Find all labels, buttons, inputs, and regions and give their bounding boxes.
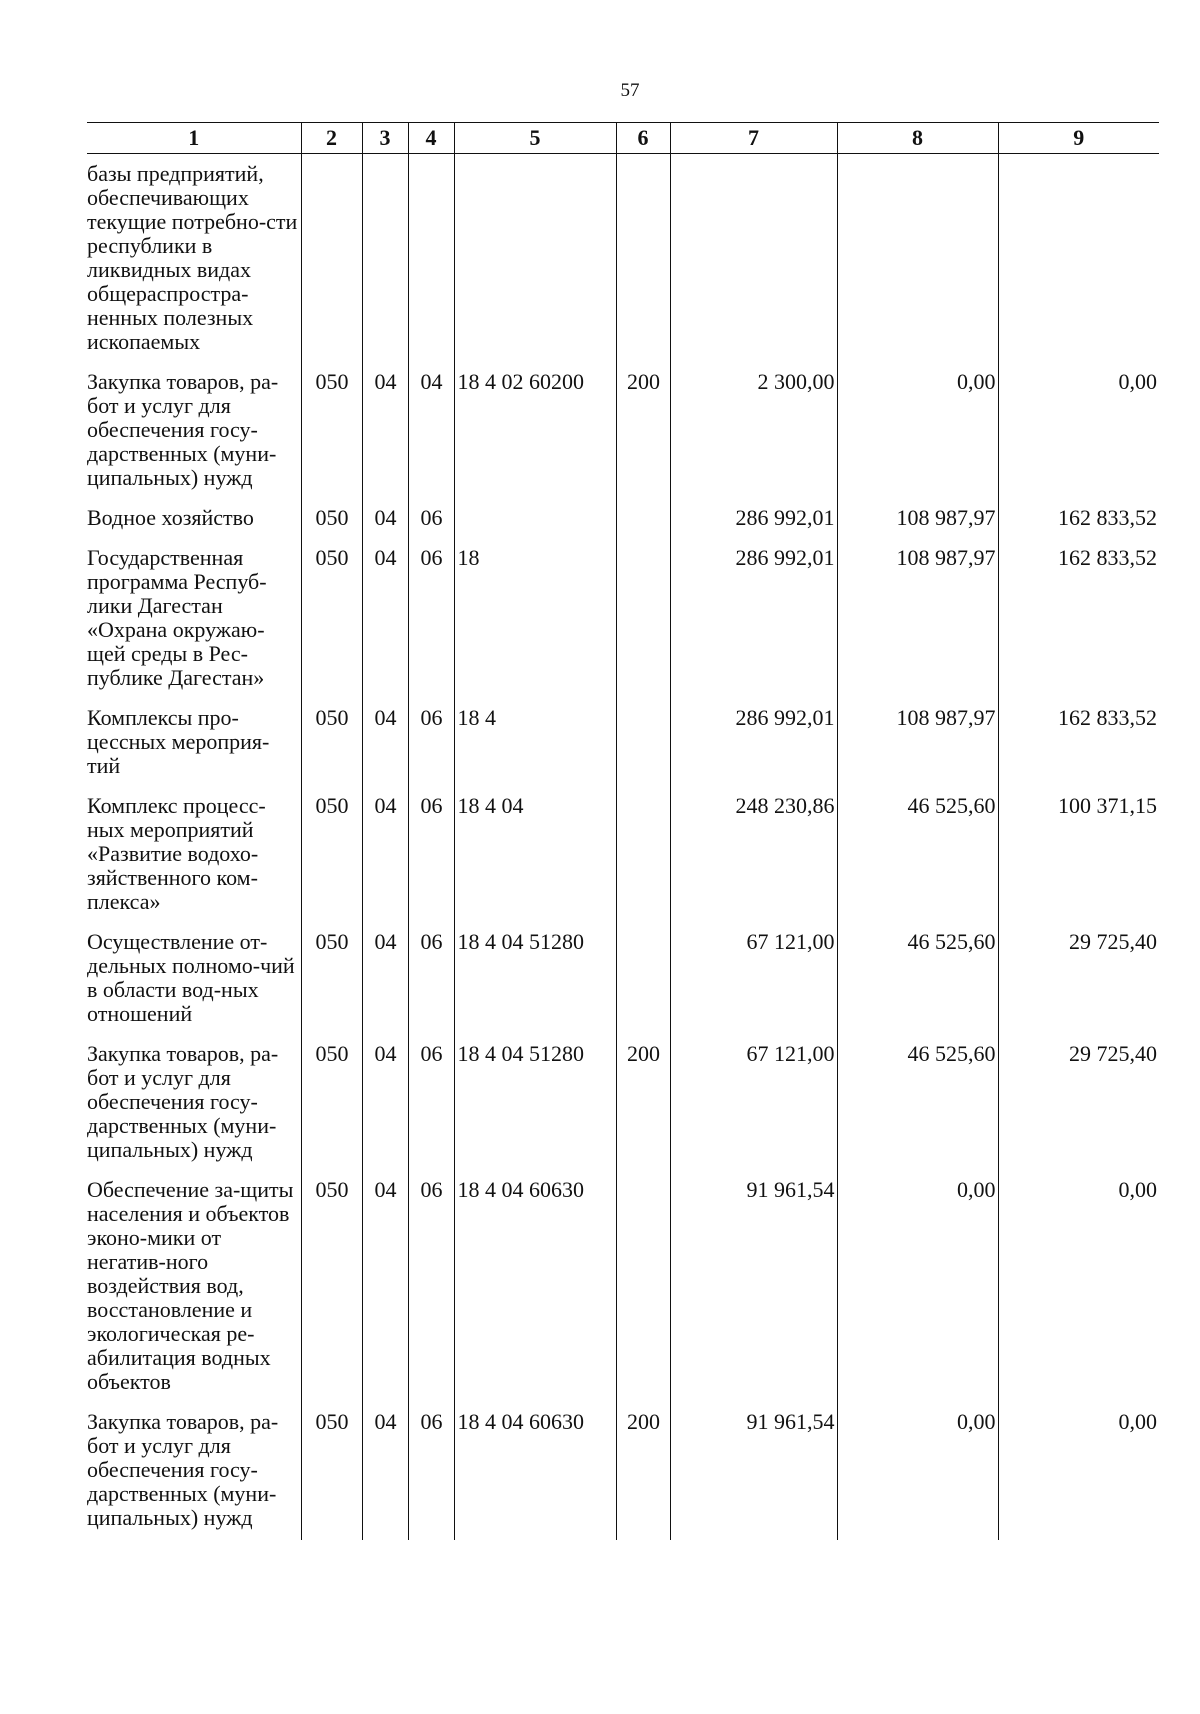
table-row <box>87 154 1159 365</box>
cell-col-9: 0,00 <box>998 1404 1159 1540</box>
cell-col-6 <box>616 1172 670 1404</box>
cell-col-7: 91 961,54 <box>670 1404 837 1540</box>
cell-col-9: 162 833,52 <box>998 500 1159 540</box>
table-row <box>87 364 1159 500</box>
header-row <box>87 123 1159 154</box>
cell-col-3: 04 <box>362 1404 408 1540</box>
cell-col-8: 46 525,60 <box>837 1036 998 1172</box>
table-row <box>87 540 1159 700</box>
cell-col-8 <box>837 154 998 365</box>
cell-col-8: 0,00 <box>837 1404 998 1540</box>
cell-col-6 <box>616 500 670 540</box>
cell-col-9: 0,00 <box>998 364 1159 500</box>
cell-col-5: 18 4 04 60630 <box>454 1404 616 1540</box>
cell-col-2: 050 <box>301 700 362 788</box>
cell-col-2: 050 <box>301 1404 362 1540</box>
table-row <box>87 788 1159 924</box>
table-row <box>87 1036 1159 1172</box>
cell-col-4 <box>408 154 454 365</box>
cell-col-7: 286 992,01 <box>670 540 837 700</box>
cell-col-2: 050 <box>301 1036 362 1172</box>
cell-col-8: 108 987,97 <box>837 500 998 540</box>
cell-col-6 <box>616 154 670 365</box>
cell-col-7: 91 961,54 <box>670 1172 837 1404</box>
cell-col-7: 67 121,00 <box>670 924 837 1036</box>
cell-col-5 <box>454 154 616 365</box>
row-name: Комплекс процесс-ных мероприятий «Развитие водохо-зяйственного ком-плекса» <box>87 793 266 914</box>
cell-col-9: 29 725,40 <box>998 924 1159 1036</box>
cell-col-4: 06 <box>408 1404 454 1540</box>
cell-col-7: 248 230,86 <box>670 788 837 924</box>
cell-col-8: 0,00 <box>837 364 998 500</box>
row-name: Обеспечение за-щиты населения и объектов эконо-мики от негатив-ного воздействия вод, восстановление и экологическая ре-абилитация водных объектов <box>87 1177 294 1394</box>
cell-col-3: 04 <box>362 500 408 540</box>
header-col-6: 6 <box>616 123 670 154</box>
cell-col-3 <box>362 154 408 365</box>
cell-col-7: 286 992,01 <box>670 500 837 540</box>
cell-col-6: 200 <box>616 364 670 500</box>
cell-col-6 <box>616 540 670 700</box>
row-name: Осуществление от-дельных полномо-чий в области вод-ных отношений <box>87 929 295 1026</box>
cell-col-9 <box>998 154 1159 365</box>
cell-col-9: 29 725,40 <box>998 1036 1159 1172</box>
header-col-4: 4 <box>408 123 454 154</box>
cell-col-2: 050 <box>301 1172 362 1404</box>
cell-col-3: 04 <box>362 788 408 924</box>
header-col-5: 5 <box>454 123 616 154</box>
row-name: Закупка товаров, ра-бот и услуг для обеспечения госу-дарственных (муни-ципальных) нужд <box>87 1041 279 1162</box>
cell-col-4: 06 <box>408 788 454 924</box>
cell-col-8: 46 525,60 <box>837 924 998 1036</box>
cell-col-7: 286 992,01 <box>670 700 837 788</box>
cell-col-5: 18 4 04 51280 <box>454 924 616 1036</box>
cell-col-8: 108 987,97 <box>837 540 998 700</box>
cell-col-6 <box>616 700 670 788</box>
cell-col-5: 18 4 04 60630 <box>454 1172 616 1404</box>
table-row <box>87 1172 1159 1404</box>
header-col-9: 9 <box>998 123 1159 154</box>
cell-col-5: 18 4 04 <box>454 788 616 924</box>
cell-col-9: 100 371,15 <box>998 788 1159 924</box>
cell-col-8: 0,00 <box>837 1172 998 1404</box>
cell-col-4: 06 <box>408 1172 454 1404</box>
cell-col-9: 0,00 <box>998 1172 1159 1404</box>
header-col-8: 8 <box>837 123 998 154</box>
cell-col-5: 18 4 <box>454 700 616 788</box>
cell-col-3: 04 <box>362 364 408 500</box>
cell-col-2: 050 <box>301 924 362 1036</box>
cell-col-3: 04 <box>362 700 408 788</box>
header-col-1: 1 <box>87 123 301 154</box>
row-name: Закупка товаров, ра-бот и услуг для обеспечения госу-дарственных (муни-ципальных) нужд <box>87 1409 279 1530</box>
row-name: Комплексы про-цессных мероприя-тий <box>87 705 270 778</box>
cell-col-5: 18 4 04 51280 <box>454 1036 616 1172</box>
cell-col-9: 162 833,52 <box>998 700 1159 788</box>
header-col-2: 2 <box>301 123 362 154</box>
cell-col-4: 06 <box>408 500 454 540</box>
cell-col-7 <box>670 154 837 365</box>
cell-col-3: 04 <box>362 540 408 700</box>
row-name: Водное хозяйство <box>87 505 254 530</box>
cell-col-7: 67 121,00 <box>670 1036 837 1172</box>
cell-col-4: 06 <box>408 700 454 788</box>
cell-col-7: 2 300,00 <box>670 364 837 500</box>
cell-col-8: 108 987,97 <box>837 700 998 788</box>
table-row <box>87 700 1159 788</box>
cell-col-3: 04 <box>362 924 408 1036</box>
cell-col-6: 200 <box>616 1404 670 1540</box>
row-name: базы предприятий, обеспечивающих текущие потребно-сти республики в ликвидных видах общераспростра-ненных полезных ископаемых <box>87 161 298 354</box>
cell-col-4: 06 <box>408 540 454 700</box>
cell-col-6 <box>616 788 670 924</box>
page-number: 57 <box>620 80 640 101</box>
cell-col-5: 18 <box>454 540 616 700</box>
cell-col-4: 04 <box>408 364 454 500</box>
header-col-3: 3 <box>362 123 408 154</box>
cell-col-5: 18 4 02 60200 <box>454 364 616 500</box>
cell-col-2: 050 <box>301 788 362 924</box>
cell-col-3: 04 <box>362 1036 408 1172</box>
header-col-7: 7 <box>670 123 837 154</box>
cell-col-4: 06 <box>408 1036 454 1172</box>
row-name: Закупка товаров, ра-бот и услуг для обеспечения госу-дарственных (муни-ципальных) нужд <box>87 369 279 490</box>
cell-col-2: 050 <box>301 500 362 540</box>
cell-col-2: 050 <box>301 364 362 500</box>
cell-col-5 <box>454 500 616 540</box>
cell-col-4: 06 <box>408 924 454 1036</box>
cell-col-9: 162 833,52 <box>998 540 1159 700</box>
cell-col-6: 200 <box>616 1036 670 1172</box>
table-row <box>87 1404 1159 1540</box>
cell-col-2: 050 <box>301 540 362 700</box>
row-name: Государственная программа Респуб-лики Дагестан «Охрана окружаю-щей среды в Рес-публике Дагестан» <box>87 545 267 690</box>
table-row <box>87 500 1159 540</box>
cell-col-3: 04 <box>362 1172 408 1404</box>
budget-table <box>87 122 1159 1540</box>
cell-col-6 <box>616 924 670 1036</box>
cell-col-2 <box>301 154 362 365</box>
table-row <box>87 924 1159 1036</box>
cell-col-8: 46 525,60 <box>837 788 998 924</box>
